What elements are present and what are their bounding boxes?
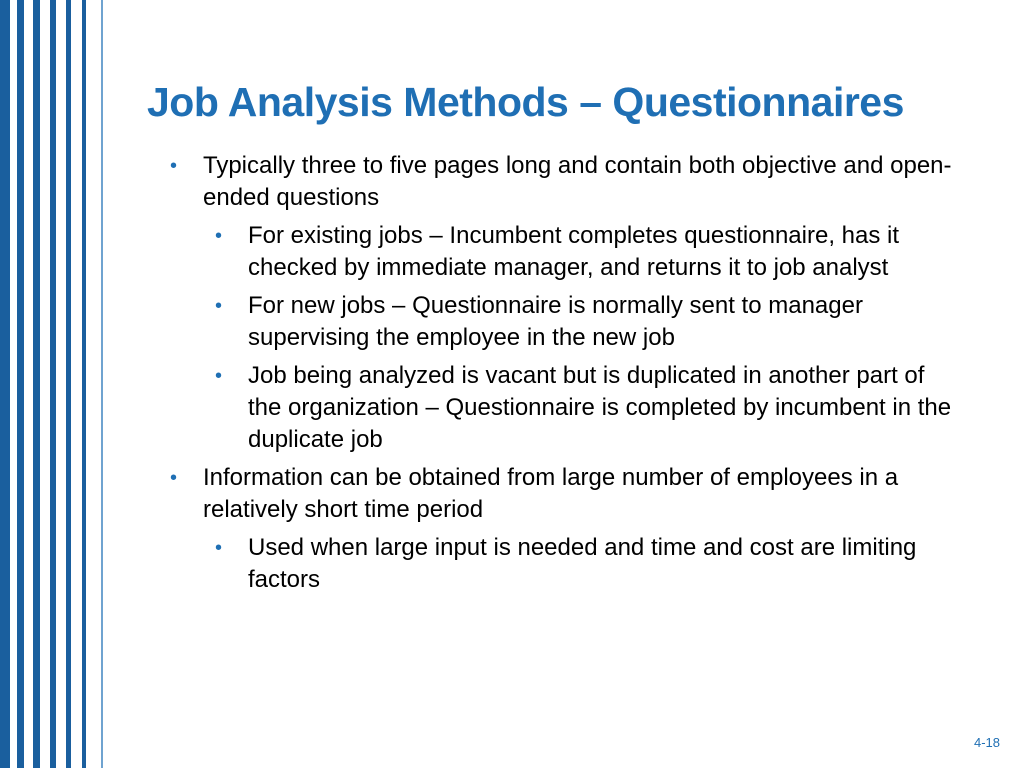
stripe-decoration [66,0,71,768]
stripe-decoration [50,0,56,768]
list-item [205,360,960,456]
list-item [205,220,960,284]
bullet-marker: • [170,155,178,177]
bullet-text: For existing jobs – Incumbent completes questionnaire, has it checked by immediate manager, and returns it to job analyst [248,222,900,281]
list-item [160,150,960,214]
bullet-marker: • [170,467,178,489]
stripe-decoration [82,0,86,768]
bullet-marker: • [215,537,223,559]
bullet-text: Information can be obtained from large number of employees in a relatively short time period [203,464,899,523]
list-item [160,462,960,526]
bullet-marker: • [215,225,223,247]
bullet-text: Typically three to five pages long and contain both objective and open-ended questions [203,152,952,211]
bullet-marker: • [215,365,223,387]
bullet-list [160,150,960,602]
slide-title: Job Analysis Methods – Questionnaires [147,79,904,125]
stripe-decoration [17,0,24,768]
bullet-text: Job being analyzed is vacant but is duplicated in another part of the organization – Questionnaire is completed by incumbent in the duplicate job [248,362,952,453]
bullet-marker: • [215,295,223,317]
bullet-text: Used when large input is needed and time and cost are limiting factors [248,534,917,593]
stripe-decoration [0,0,10,768]
bullet-text: For new jobs – Questionnaire is normally sent to manager supervising the employee in the new job [248,292,863,351]
list-item [205,532,960,596]
stripe-decoration [101,0,103,768]
list-item [205,290,960,354]
page-number: 4-18 [973,735,1000,750]
stripe-decoration [33,0,40,768]
